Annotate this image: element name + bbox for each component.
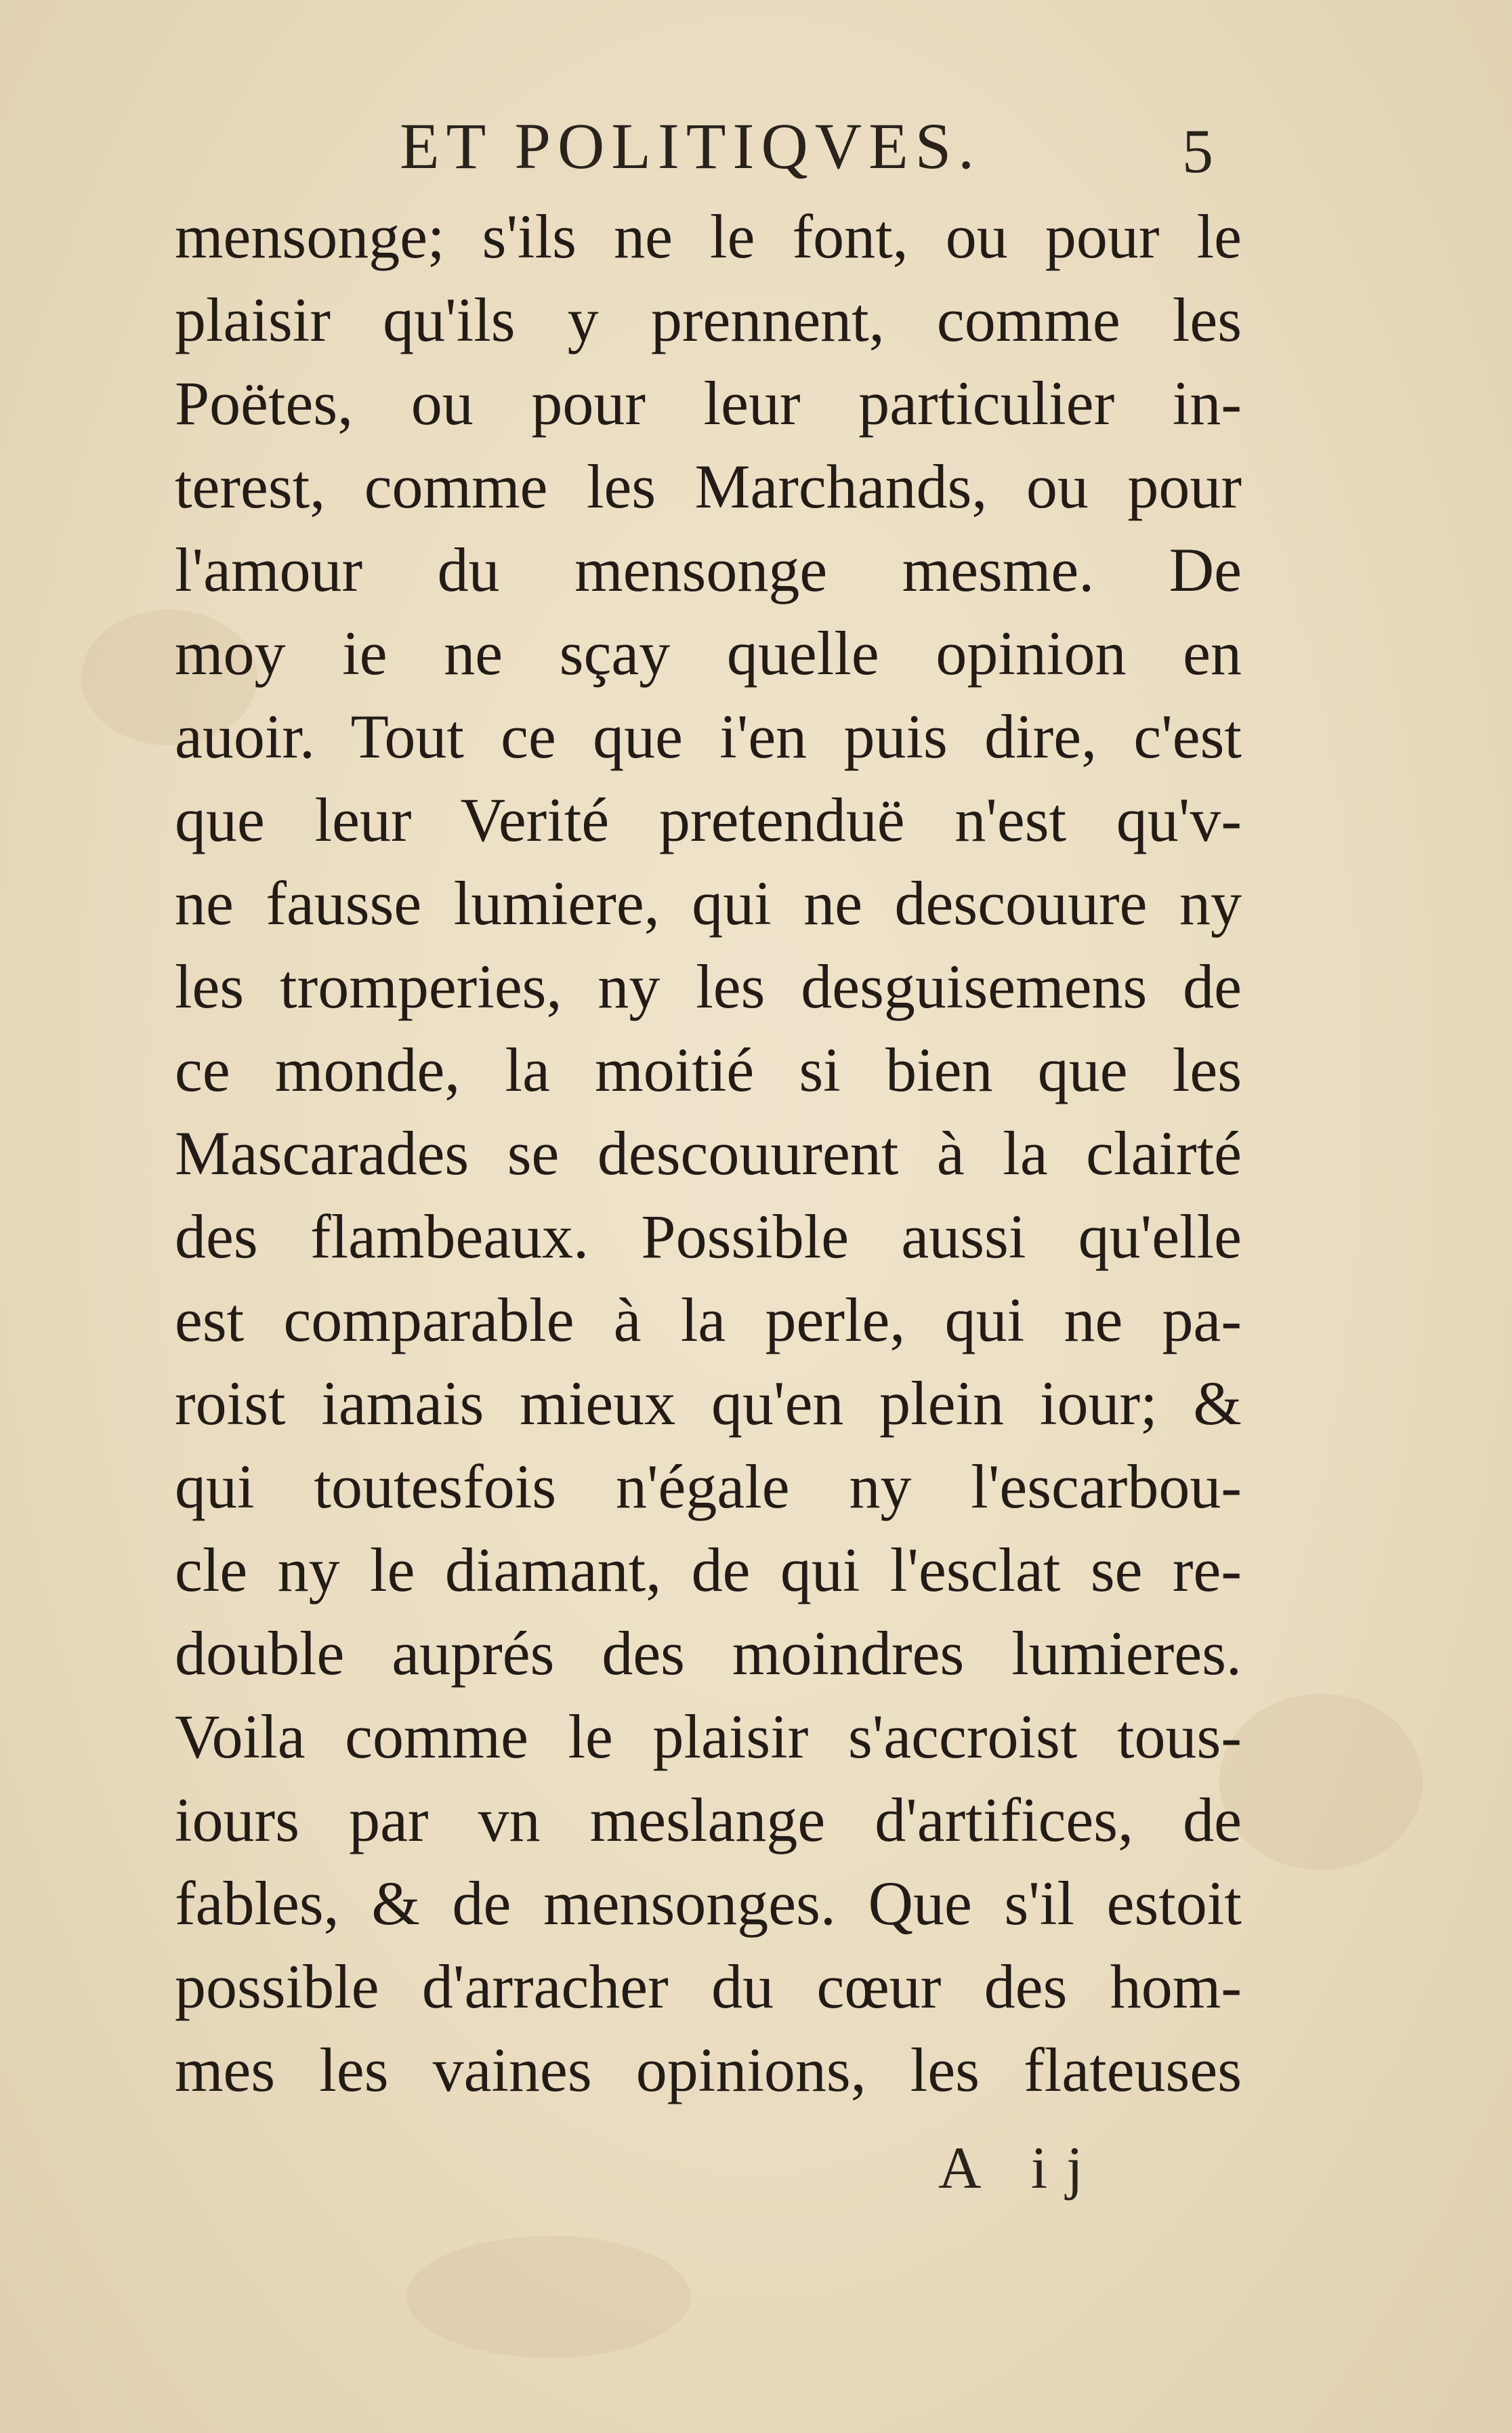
text-line: iours par vn meslange d'artifices, de xyxy=(175,1785,1242,1854)
text-line: double auprés des moindres lumieres. xyxy=(175,1619,1242,1688)
text-line: mensonge; s'ils ne le font, ou pour le xyxy=(175,202,1242,271)
text-line: est comparable à la perle, qui ne pa- xyxy=(175,1285,1242,1354)
text-line: mes les vaines opinions, les flateuses xyxy=(175,2035,1242,2104)
text-line: ne fausse lumiere, qui ne descouure ny xyxy=(175,869,1242,938)
running-title: ET POLITIQVES. xyxy=(400,110,982,182)
text-line: les tromperies, ny les desguisemens de xyxy=(175,952,1242,1021)
body-text xyxy=(175,195,1242,2112)
text-line: possible d'arracher du cœur des hom- xyxy=(175,1952,1242,2021)
text-line: Poëtes, ou pour leur particulier in- xyxy=(175,369,1242,438)
text-line: auoir. Tout ce que i'en puis dire, c'est xyxy=(175,702,1242,771)
text-line: qui toutesfois n'égale ny l'escarbou- xyxy=(175,1452,1242,1521)
text-line: roist iamais mieux qu'en plein iour; & xyxy=(175,1369,1242,1438)
text-line: l'amour du mensonge mesme. De xyxy=(175,535,1242,604)
text-line: cle ny le diamant, de qui l'esclat se re- xyxy=(175,1535,1242,1604)
text-line: Mascarades se descouurent à la clairté xyxy=(175,1119,1242,1188)
page-header xyxy=(0,108,1512,190)
paper-stain xyxy=(1219,1694,1423,1870)
page-number: 5 xyxy=(1182,117,1213,186)
text-line: que leur Verité pretenduë n'est qu'v- xyxy=(175,785,1242,854)
text-line: moy ie ne sçay quelle opinion en xyxy=(175,619,1242,688)
signature-mark: A ij xyxy=(938,2136,1102,2201)
text-line: plaisir qu'ils y prennent, comme les xyxy=(175,285,1242,354)
text-line: terest, comme les Marchands, ou pour xyxy=(175,452,1242,521)
text-line: ce monde, la moitié si bien que les xyxy=(175,1035,1242,1104)
text-line: des flambeaux. Possible aussi qu'elle xyxy=(175,1202,1242,1271)
paper-stain xyxy=(406,2236,691,2358)
text-line: Voila comme le plaisir s'accroist tous- xyxy=(175,1702,1242,1771)
text-line: fables, & de mensonges. Que s'il estoit xyxy=(175,1869,1242,1938)
